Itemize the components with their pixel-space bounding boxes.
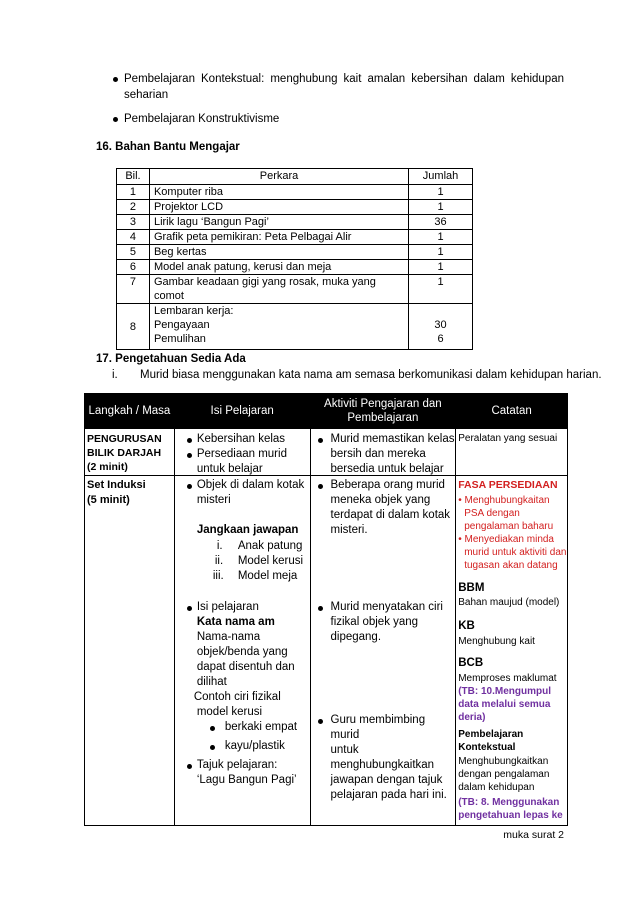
catatan-cell — [456, 476, 568, 826]
ciri-item: berkaki empat — [224, 721, 298, 733]
perkara-line: Pengayaan — [153, 319, 210, 331]
table-row — [117, 185, 473, 200]
table-row — [117, 200, 473, 215]
bullet-icon — [187, 764, 192, 769]
isi-item-line: Persediaan murid — [196, 448, 287, 460]
jangkaan-num: iii. — [212, 570, 224, 582]
bil-cell: 1 — [117, 185, 150, 200]
table-row — [117, 260, 473, 275]
bullet-icon: • — [458, 495, 465, 506]
isi-line: misteri — [196, 494, 231, 506]
fasa-item-line: PSA dengan — [464, 508, 520, 519]
header-jumlah: Jumlah — [409, 169, 473, 185]
bullet-icon — [210, 745, 215, 750]
page-number: muka surat 2 — [503, 829, 564, 841]
fasa-title: FASA PERSEDIAAN — [458, 479, 558, 491]
aktiviti-line: misteri. — [330, 524, 368, 536]
perkara-cell: Gambar keadaan gigi yang rosak, muka yang comot — [149, 275, 408, 304]
bcb-tb-line: data melalui semua — [458, 699, 551, 710]
isi-item: Kebersihan kelas — [196, 433, 286, 445]
isi-item-line: untuk belajar — [196, 463, 263, 475]
perkara-cell: Projektor LCD — [149, 200, 408, 215]
kb-title: KB — [458, 620, 475, 632]
catatan-text: Peralatan yang sesuai — [458, 433, 558, 444]
aktiviti-cell — [310, 429, 456, 476]
bbm-text: Bahan maujud (model) — [458, 597, 560, 608]
fasa-item-line: tugasan akan datang — [464, 560, 558, 571]
intro-bullet-1-line1: Pembelajaran Kontekstual: menghubung kait amalan kebersihan dalam kehidupan — [124, 73, 564, 85]
bil-cell: 4 — [117, 230, 150, 245]
perkara-cell: Komputer riba — [149, 185, 408, 200]
jumlah-line: 6 — [437, 333, 444, 345]
bcb-tb-line: deria) — [458, 712, 486, 723]
bcb-text: Memproses maklumat — [458, 673, 557, 684]
jangkaan-title: Jangkaan jawapan — [196, 524, 299, 536]
kata-nama-title: Kata nama am — [196, 616, 275, 628]
bullet-icon — [187, 484, 192, 489]
jumlah-cell: 1 — [409, 230, 473, 245]
pk-title-line: Pembelajaran — [458, 729, 524, 740]
isi-pelajaran-label: Isi pelajaran — [196, 601, 259, 613]
jangkaan-text: Anak patung — [237, 540, 303, 552]
perkara-cell: Lirik lagu ‘Bangun Pagi’ — [149, 215, 408, 230]
header-aktiviti-line: Aktiviti Pengajaran dan — [324, 398, 442, 410]
bil-cell: 2 — [117, 200, 150, 215]
aktiviti-line: Guru membimbing murid — [330, 714, 426, 741]
bil-cell: 5 — [117, 245, 150, 260]
fasa-item-line: pengalaman baharu — [464, 521, 554, 532]
langkah-line: (2 minit) — [87, 461, 128, 473]
langkah-line: BILIK DARJAH — [87, 447, 162, 459]
contoh-line: Contoh ciri fizikal — [193, 691, 281, 703]
aktiviti-cell — [310, 476, 456, 826]
pk-line: dalam kehidupan — [458, 782, 535, 793]
bil-cell: 3 — [117, 215, 150, 230]
contoh-line: model kerusi — [196, 706, 263, 718]
table-row — [85, 476, 568, 826]
fasa-item: • Menyediakan minda — [458, 534, 554, 545]
aktiviti-line: fizikal objek yang — [330, 616, 419, 628]
bahan-bantu-table — [116, 168, 473, 350]
bil-cell: 8 — [117, 304, 150, 350]
bullet-icon — [187, 606, 192, 611]
bil-cell: 7 — [117, 275, 150, 304]
jumlah-cell: 1 — [409, 260, 473, 275]
bullet-icon — [318, 484, 323, 489]
jumlah-cell: 36 — [409, 215, 473, 230]
jumlah-cell: 1 — [409, 275, 473, 304]
perkara-cell — [149, 304, 408, 350]
kb-text: Menghubung kait — [458, 636, 535, 647]
perkara-cell: Grafik peta pemikiran: Peta Pelbagai Alir — [149, 230, 408, 245]
aktiviti-line: jawapan dengan tajuk — [330, 774, 443, 786]
aktiviti-line: Murid memastikan kelas — [330, 433, 455, 445]
bullet-icon — [187, 453, 192, 458]
aktiviti-line: meneka objek yang — [330, 494, 431, 506]
kata-nama-desc-line: dilihat — [196, 676, 227, 688]
aktiviti-line: Beberapa orang murid — [330, 479, 445, 491]
header-langkah: Langkah / Masa — [85, 394, 175, 429]
aktiviti-line: pelajaran pada hari ini. — [330, 789, 447, 801]
ciri-item: kayu/plastik — [224, 740, 285, 752]
bil-cell: 6 — [117, 260, 150, 275]
table-row — [117, 215, 473, 230]
bullet-icon — [318, 438, 323, 443]
jangkaan-num: i. — [216, 540, 223, 552]
intro-bullet-2: Pembelajaran Konstruktivisme — [124, 113, 280, 125]
bullet-icon — [113, 77, 118, 82]
isi-cell — [174, 476, 310, 826]
aktiviti-line: dipegang. — [330, 631, 382, 643]
langkah-line: Set Induksi — [87, 479, 146, 491]
bullet-icon — [318, 606, 323, 611]
tajuk-line: Tajuk pelajaran: — [196, 759, 278, 771]
aktiviti-line: bersedia untuk belajar — [330, 463, 444, 475]
langkah-cell — [85, 429, 175, 476]
kata-nama-desc-line: dapat disentuh dan — [196, 661, 295, 673]
intro-bullet-1-line2: seharian — [124, 89, 169, 101]
isi-line: Objek di dalam kotak — [196, 479, 305, 491]
header-catatan: Catatan — [456, 394, 568, 429]
bcb-tb-line: (TB: 10.Mengumpul — [458, 686, 551, 697]
aktiviti-line: Murid menyatakan ciri — [330, 601, 443, 613]
jumlah-cell: 1 — [409, 185, 473, 200]
bullet-icon — [318, 719, 323, 724]
table-row — [117, 245, 473, 260]
pk-title-line: Kontekstual — [458, 742, 516, 753]
langkah-cell — [85, 476, 175, 826]
section-17-item-number: i. — [112, 369, 118, 381]
rancangan-pengajaran-table — [84, 393, 568, 826]
tajuk-line: ‘Lagu Bangun Pagi’ — [196, 774, 297, 786]
aktiviti-line: bersih dan mereka — [330, 448, 426, 460]
perkara-cell: Model anak patung, kerusi dan meja — [149, 260, 408, 275]
pk-line: Menghubungkaitkan — [458, 756, 549, 767]
section-17-item-text: Murid biasa menggunakan kata nama am semasa berkomunikasi dalam kehidupan harian. — [140, 369, 602, 381]
jangkaan-text: Model kerusi — [237, 555, 304, 567]
header-bil: Bil. — [117, 169, 150, 185]
table-row — [117, 275, 473, 304]
fasa-item-line: murid untuk aktiviti dan — [464, 547, 567, 558]
kata-nama-desc-line: objek/benda yang — [196, 646, 288, 658]
bullet-icon — [187, 438, 192, 443]
pk-tb-line: (TB: 8. Menggunakan — [458, 797, 560, 808]
pk-tb-line: pengetahuan lepas ke — [458, 810, 563, 821]
jumlah-cell — [409, 304, 473, 350]
table-header-row — [117, 169, 473, 185]
jumlah-cell: 1 — [409, 200, 473, 215]
jumlah-line: 30 — [434, 319, 447, 331]
header-isi: Isi Pelajaran — [174, 394, 310, 429]
header-aktiviti — [310, 394, 456, 429]
table-row — [85, 429, 568, 476]
bbm-title: BBM — [458, 582, 485, 594]
perkara-line: Pemulihan — [153, 333, 206, 345]
aktiviti-line: untuk menghubungkaitkan — [330, 744, 435, 771]
header-aktiviti-line: Pembelajaran — [347, 412, 419, 424]
jangkaan-text: Model meja — [237, 570, 298, 582]
perkara-cell: Beg kertas — [149, 245, 408, 260]
fasa-item: • Menghubungkaitan — [458, 495, 550, 506]
langkah-line: PENGURUSAN — [87, 433, 162, 445]
bullet-icon — [210, 726, 215, 731]
jangkaan-num: ii. — [214, 555, 224, 567]
jumlah-cell: 1 — [409, 245, 473, 260]
langkah-line: (5 minit) — [87, 494, 130, 506]
section-16-title: 16. Bahan Bantu Mengajar — [96, 141, 240, 153]
table-row — [117, 304, 473, 350]
rph-header-row — [85, 394, 568, 429]
section-17-title: 17. Pengetahuan Sedia Ada — [96, 353, 246, 365]
header-perkara: Perkara — [149, 169, 408, 185]
pk-line: dengan pengalaman — [458, 769, 550, 780]
bcb-title: BCB — [458, 657, 484, 669]
aktiviti-line: terdapat di dalam kotak — [330, 509, 451, 521]
catatan-cell — [456, 429, 568, 476]
kata-nama-desc-line: Nama-nama — [196, 631, 261, 643]
perkara-line: Lembaran kerja: — [153, 305, 234, 317]
bullet-icon — [113, 117, 118, 122]
table-row — [117, 230, 473, 245]
bullet-icon: • — [458, 534, 465, 545]
isi-cell — [174, 429, 310, 476]
